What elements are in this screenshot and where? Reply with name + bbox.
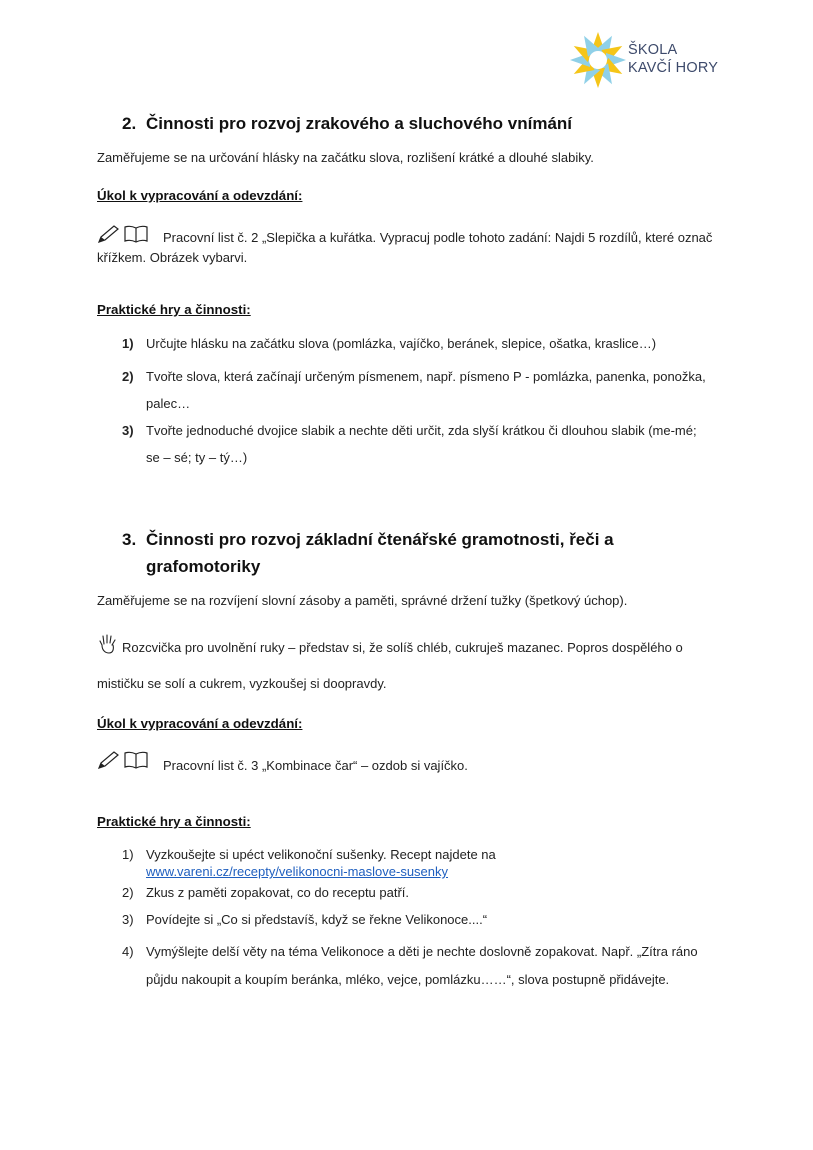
section-2-heading xyxy=(122,110,572,137)
list-item-text: Tvořte jednoduché dvojice slabik a nechte děti určit, zda slyší krátkou či dlouhou slabik (me-mé; se – sé; ty – tý…) xyxy=(146,423,697,465)
list-item-text: Povídejte si „Co si představíš, když se řekne Velikonoce....“ xyxy=(146,912,488,927)
section-2-task-text: Pracovní list č. 2 „Slepička a kuřátka. Vypracuj podle tohoto zadání: Najdi 5 rozdílů, které označ křížkem. Obrázek vybarvi. xyxy=(97,230,713,265)
section-3-task-text: Pracovní list č. 3 „Kombinace čar“ – ozdob si vajíčko. xyxy=(163,758,468,773)
list-item-number: 1) xyxy=(122,336,134,351)
list-item-number: 3) xyxy=(122,423,134,438)
logo-line-2: KAVČÍ HORY xyxy=(628,60,719,76)
list-item xyxy=(122,938,712,993)
recipe-intro-text: Vyzkoušejte si upéct velikonoční sušenky. Recept najdete na xyxy=(146,847,496,862)
section-3-intro: Zaměřujeme se na rozvíjení slovní zásoby a paměti, správné držení tužky (špetkový úchop). xyxy=(97,593,628,608)
logo-text xyxy=(628,41,718,77)
section-2-intro: Zaměřujeme se na určování hlásky na začátku slova, rozlišení krátké a dlouhé slabiky. xyxy=(97,150,594,165)
list-item-text: Tvořte slova, která začínají určeným písmenem, např. písmeno P - pomlázka, panenka, ponožka, palec… xyxy=(146,369,706,411)
school-logo xyxy=(566,28,726,92)
list-item xyxy=(122,884,712,902)
star-logo-icon xyxy=(566,28,630,92)
section-3-task-icons xyxy=(97,750,149,770)
section-3-title: Činnosti pro rozvoj základní čtenářské gramotnosti, řeči a grafomotoriky xyxy=(146,530,614,576)
hand-icon xyxy=(97,633,119,655)
list-item-text: Určujte hlásku na začátku slova (pomlázka, vajíčko, beránek, slepice, ošatka, kraslice…) xyxy=(146,336,657,351)
list-item xyxy=(122,363,712,417)
list-item xyxy=(122,846,712,880)
section-3-warmup xyxy=(97,630,717,702)
list-item-text xyxy=(146,846,712,880)
section-3-warmup-text: Rozcvička pro uvolnění ruky – představ si, že solíš chléb, cukruješ mazanec. Popros dospělého o mističku se solí a cukrem, vyzkoušej si doopravdy. xyxy=(97,640,683,691)
section-3-games-heading: Praktické hry a činnosti: xyxy=(97,814,251,829)
list-item xyxy=(122,417,712,471)
section-2-games-list xyxy=(122,335,712,471)
section-2-task-heading: Úkol k vypracování a odevzdání: xyxy=(97,188,303,203)
section-3-heading xyxy=(122,526,682,580)
pencil-icon xyxy=(97,750,121,770)
logo-line-1: ŠKOLA xyxy=(628,42,678,58)
list-item-number: 1) xyxy=(122,847,134,862)
list-item-number: 3) xyxy=(122,912,134,927)
section-3-number: 3. xyxy=(122,530,137,549)
list-item-number: 2) xyxy=(122,369,134,384)
section-3-task-heading: Úkol k vypracování a odevzdání: xyxy=(97,716,303,731)
list-item xyxy=(122,335,712,353)
list-item-text: Vymýšlejte delší věty na téma Velikonoce a děti je nechte doslovně zopakovat. Např. „Zítra ráno půjdu nakoupit a koupím beránka, mléko, vejce, pomlázku……“, slova postupně přidávejte. xyxy=(146,944,698,987)
list-item xyxy=(122,911,712,929)
list-item-number: 2) xyxy=(122,885,134,900)
recipe-link[interactable]: www.vareni.cz/recepty/velikonocni-maslove-susenky xyxy=(146,864,449,879)
section-3-games-list xyxy=(122,846,712,993)
list-item-text: Zkus z paměti zopakovat, co do receptu patří. xyxy=(146,885,410,900)
section-2-number: 2. xyxy=(122,114,137,133)
section-2-games-heading: Praktické hry a činnosti: xyxy=(97,302,251,317)
book-icon xyxy=(123,750,149,770)
section-2-title: Činnosti pro rozvoj zrakového a sluchového vnímání xyxy=(146,114,573,133)
list-item-number: 4) xyxy=(122,944,134,959)
